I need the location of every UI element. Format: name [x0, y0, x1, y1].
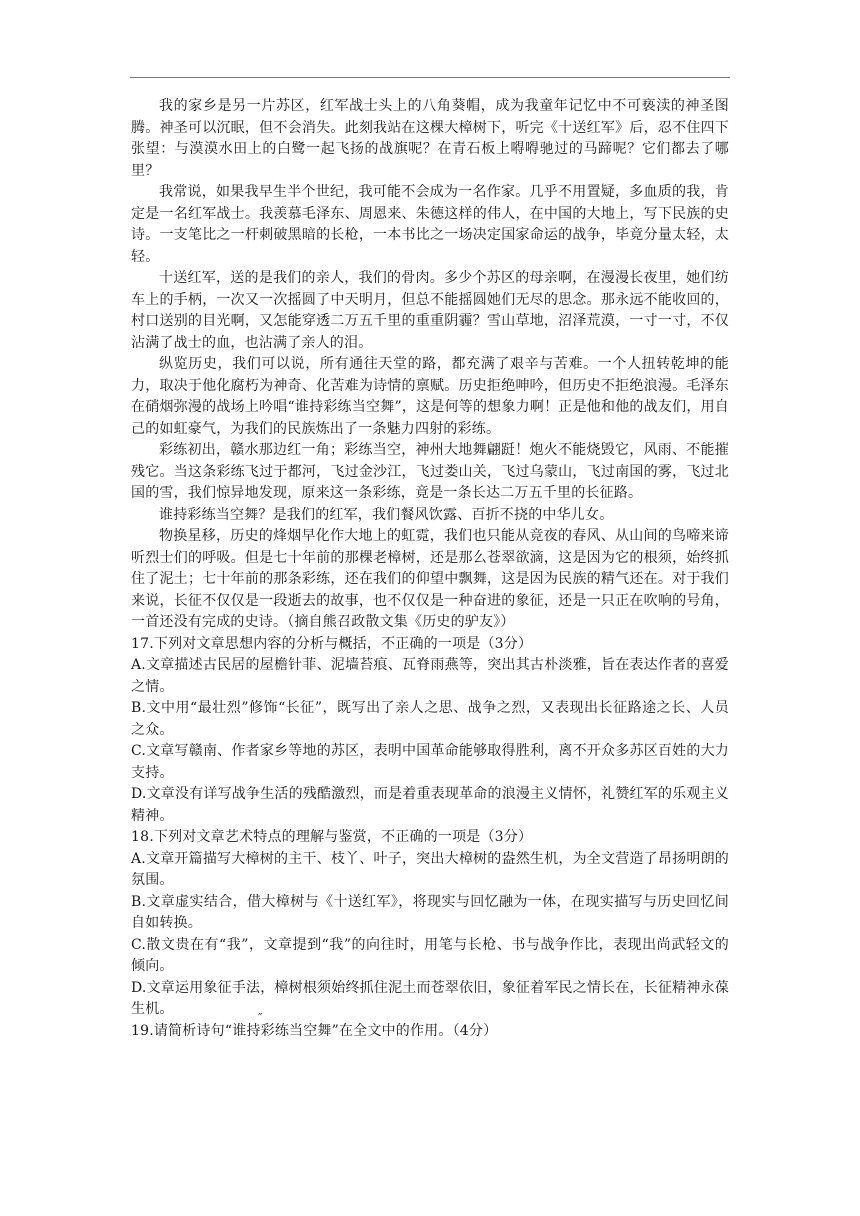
- option-b: B.文章虚实结合，借大樟树与《十送红军》，将现实与回忆融为一体，在现实描写与历史回忆间自如转换。: [131, 893, 729, 931]
- passage-paragraph: 纵览历史，我们可以说，所有通往天堂的路，都充满了艰辛与苦难。一个人扭转乾坤的能力，取决于他化腐朽为神奇、化苦难为诗情的禀赋。历史拒绝呻吟，但历史不拒绝浪漫。毛泽东在硝烟弥漫的战场上吟唱“谁持彩练当空舞”，这是何等的想象力啊！正是他和他的战友们，用自己的如虹豪气，为我们的民族炼出了一条魅力四射的彩练。: [131, 356, 729, 437]
- option-c: C.文章写赣南、作者家乡等地的苏区，表明中国革命能够取得胜利，离不开众多苏区百姓的大力支持。: [131, 743, 729, 781]
- passage-paragraph: 我的家乡是另一片苏区，红军战士头上的八角葵帽，成为我童年记忆中不可亵渎的神圣图腾。神圣可以沉眠，但不会消失。此刻我站在这棵大樟树下，听完《十送红军》后，忍不住四下张望：与漠漠水田上的白鹭一起飞扬的战旗呢？在青石板上嘚嘚驰过的马蹄呢？它们都去了哪里？: [131, 98, 729, 179]
- option-a: A.文章描述古民居的屋檐针菲、泥墙苔痕、瓦脊雨燕等，突出其古朴淡雅，旨在表达作者的喜爱之情。: [131, 657, 729, 695]
- passage-paragraph: 我常说，如果我早生半个世纪，我可能不会成为一名作家。几乎不用置疑，多血质的我，肯定是一名红军战士。我羡慕毛泽东、周恩来、朱德这样的伟人，在中国的大地上，写下民族的史诗。一支笔比之一杆刺破黑暗的长枪，一本书比之一场决定国家命运的战争，毕竟分量太轻，太轻。: [131, 184, 729, 265]
- option-d: D.文章运用象征手法，樟树根须始终抓住泥土而苍翠依旧，象征着军民之情长在，长征精神永葆生机。: [131, 979, 729, 1017]
- question-19: [131, 1021, 729, 1043]
- question-18: [131, 827, 729, 1021]
- passage: [131, 96, 729, 634]
- question-stem: 18.下列对文章艺术特点的理解与鉴赏，不正确的一项是（3分）: [131, 829, 533, 845]
- stray-mark: ″: [258, 1011, 263, 1025]
- option-b: B.文中用“最壮烈”修饰“长征”，既写出了亲人之思、战争之烈，又表现出长征路途之长、人员之众。: [131, 700, 729, 738]
- question-stem: 17.下列对文章思想内容的分析与概括，不正确的一项是（3分）: [131, 635, 533, 652]
- exam-page: [131, 96, 729, 1042]
- header-rule: [130, 77, 730, 78]
- passage-paragraph: 物换星移，历史的烽烟早化作大地上的虹霓，我们也只能从竞夜的春风、从山间的鸟啼来谛听烈士们的呼吸。但是七十年前的那棵老樟树，还是那么苍翠欲滴，这是因为它的根须，始终抓住了泥土；七十年前的那条彩练，还在我们的仰望中飘舞，这是因为民族的精气还在。对于我们来说，长征不仅仅是一段逝去的故事，也不仅仅是一种奋进的象征，还是一只正在吹响的号角，一首还没有完成的史诗。（摘自熊召政散文集《历史的驴友》）: [131, 528, 729, 630]
- question-17: [131, 634, 729, 828]
- option-d: D.文章没有详写战争生活的残酷激烈，而是着重表现革命的浪漫主义情怀，礼赞红军的乐观主义精神。: [131, 786, 729, 824]
- option-a: A.文章开篇描写大樟树的主干、枝丫、叶子，突出大樟树的盎然生机，为全文营造了昂扬明朗的氛围。: [131, 850, 729, 888]
- question-stem: 19.请简析诗句“谁持彩练当空舞”在全文中的作用。（4分）: [131, 1022, 498, 1039]
- passage-paragraph: 彩练初出，赣水那边红一角；彩练当空，神州大地舞翩跹！炮火不能烧毁它，风雨、不能摧残它。当这条彩练飞过于都河，飞过金沙江，飞过娄山关，飞过乌蒙山，飞过南国的雾，飞过北国的雪，我们惊异地发现，原来这一条彩练，竟是一条长达二万五千里的长征路。: [131, 442, 729, 501]
- option-c: C.散文贵在有“我”，文章提到“我”的向往时，用笔与长枪、书与战争作比，表现出尚武轻文的倾向。: [131, 936, 729, 974]
- passage-paragraph: 十送红军，送的是我们的亲人，我们的骨肉。多少个苏区的母亲啊，在漫漫长夜里，她们纺车上的手柄，一次又一次摇圆了中天明月，但总不能摇圆她们无尽的思念。那永远不能收回的，村口送别的目光啊，又怎能穿透二万五千里的重重阴霾？雪山草地，沼泽荒漠，一寸一寸，不仅沾满了战士的血，也沾满了亲人的泪。: [131, 270, 729, 351]
- passage-paragraph: 谁持彩练当空舞？是我们的红军，我们餐风饮露、百折不挠的中华儿女。: [159, 506, 614, 523]
